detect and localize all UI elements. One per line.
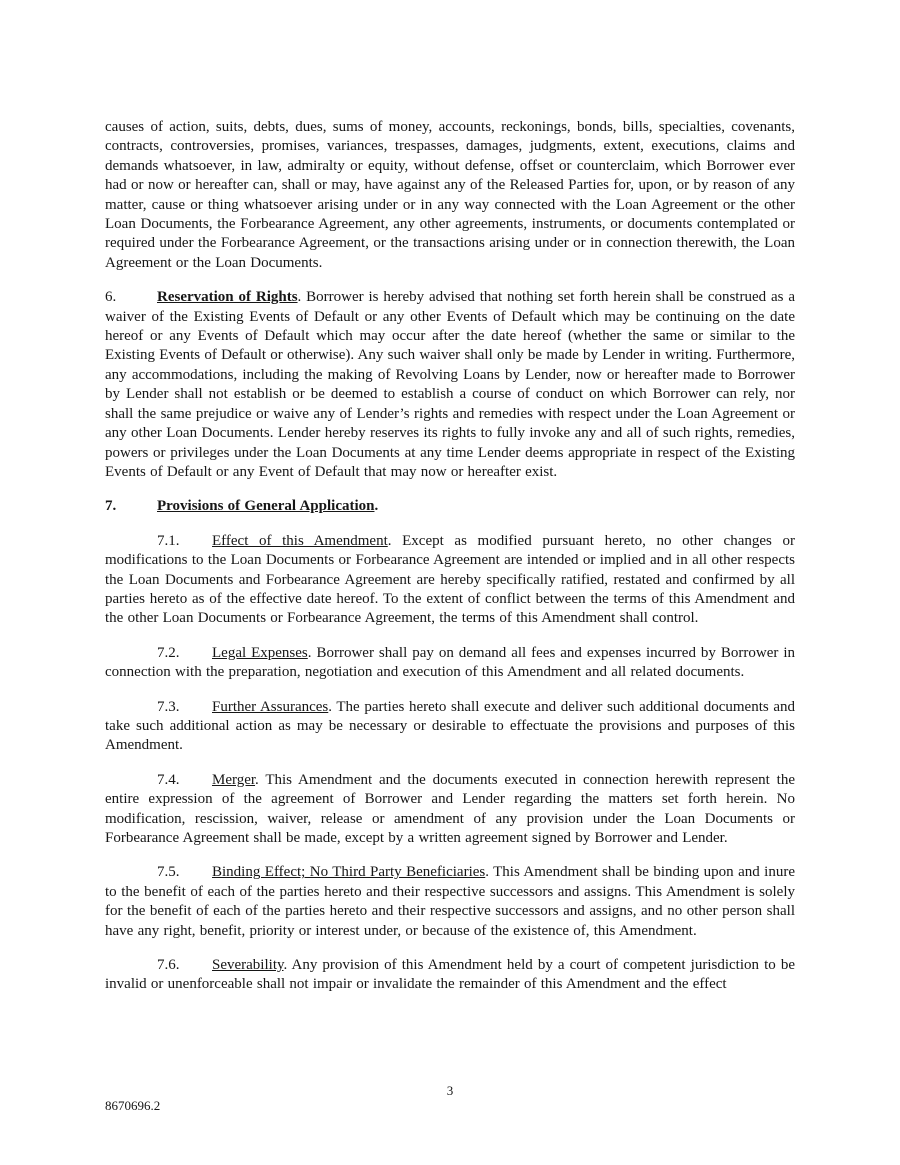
subsection-7-6 [105, 956, 795, 995]
subsection-7-4-heading: Merger [212, 771, 256, 788]
section-7-heading-period: . [374, 498, 379, 515]
subsection-7-3-body: . The parties hereto shall execute and deliver such additional documents and take such additional action as may be necessary or desirable to effectuate the provisions and purposes of this Amendment. [105, 698, 795, 754]
subsection-7-4-body: . This Amendment and the documents executed in connection herewith represent the entire expression of the agreement of Borrower and Lender regarding the matters set forth herein. No modification, rescission, waiver, release or amendment of any provision under the Loan Documents or Forbearance Agreement shall be made, except by a written agreement signed by Borrower and Lender. [105, 771, 795, 846]
subsection-7-4-number: 7.4. [157, 771, 180, 788]
subsection-7-2-number: 7.2. [157, 644, 180, 661]
section-6-number: 6. [105, 289, 117, 306]
subsection-7-4 [105, 771, 795, 849]
subsection-7-1-body: . Except as modified pursuant hereto, no other changes or modifications to the Loan Documents or Forbearance Agreement are intended or implied and in all other respects the Loan Documents and Forbearance Agreement are hereby specifically ratified, restated and confirmed by all parties hereto as of the effective date hereof. To the extent of conflict between the terms of this Amendment and the other Loan Documents or Forbearance Agreement, the terms of this Amendment shall control. [105, 532, 795, 627]
section-6-paragraph [105, 288, 795, 482]
section-6-heading: Reservation of Rights [157, 289, 298, 306]
subsection-7-6-body: . Any provision of this Amendment held by a court of competent jurisdiction to be invalid or unenforceable shall not impair or invalidate the remainder of this Amendment and the effect [105, 957, 795, 993]
subsection-7-5-number: 7.5. [157, 864, 180, 881]
subsection-7-3 [105, 698, 795, 756]
subsection-7-1-heading: Effect of this Amendment [212, 532, 388, 549]
subsection-7-1-number: 7.1. [157, 532, 180, 549]
subsection-7-3-number: 7.3. [157, 698, 180, 715]
subsection-7-2-body: . Borrower shall pay on demand all fees and expenses incurred by Borrower in connection with the preparation, negotiation and execution of this Amendment and all related documents. [105, 644, 795, 681]
section-7-heading-paragraph [105, 497, 795, 516]
subsection-7-5-body: . This Amendment shall be binding upon and inure to the benefit of each of the parties hereto and their respective successors and assigns. This Amendment is solely for the benefit of each of the parties hereto and their respective successors and assigns, and no other person shall have any right, benefit, priority or interest under, or because of the existence of, this Amendment. [105, 864, 795, 939]
subsection-7-5-heading: Binding Effect; No Third Party Beneficiaries [212, 864, 486, 881]
subsection-7-6-number: 7.6. [157, 957, 180, 974]
footer-page-number: 3 [446, 1083, 454, 1098]
subsection-7-2-heading: Legal Expenses [212, 644, 308, 661]
document-body [105, 118, 795, 995]
section-6-body: . Borrower is hereby advised that nothing set forth herein shall be construed as a waiver of the Existing Events of Default or any other Events of Default which may be continuing on the date hereof or any Events of Default which may occur after the date hereof (whether the same or similar to the Existing Events of Default or otherwise). Any such waiver shall only be made by Lender in writing. Furthermore, any accommodations, including the making of Revolving Loans by Lender, now or hereafter made to Borrower by Lender shall not establish or be deemed to establish a course of conduct on which Borrower can rely, nor shall the same prejudice or waive any of Lender’s rights and remedies with respect under the Loan Agreement or any other Loan Documents. Lender hereby reserves its rights to fully invoke any and all of such rights, remedies, powers or privileges under the Loan Documents at any time Lender deems appropriate in respect of the Existing Events of Default or any Event of Default that may now or hereafter exist. [105, 289, 796, 480]
section-7-heading: Provisions of General Application [157, 498, 375, 515]
subsection-7-2 [105, 644, 795, 683]
paragraph-continuation: causes of action, suits, debts, dues, sums of money, accounts, reckonings, bonds, bills, specialties, covenants, contracts, controversies, promises, variances, trespasses, damages, judgments, extent, executions, claims and demands whatsoever, in law, admiralty or equity, without defense, offset or counterclaim, which Borrower ever had or now or hereafter can, shall or may, have against any of the Released Parties for, upon, or by reason of any matter, cause or thing whatsoever arising under or in any way connected with the Loan Agreement or the other Loan Documents, the Forbearance Agreement, any other agreements, instruments, or documents contemplated or required under the Forbearance Agreement, or the transactions arising under or in connection therewith, the Loan Agreement or the Loan Documents. [105, 119, 795, 271]
subsection-7-6-heading: Severability [212, 957, 284, 974]
subsection-7-5 [105, 863, 795, 941]
subsection-7-1 [105, 532, 795, 629]
footer-document-id: 8670696.2 [105, 1098, 161, 1113]
subsection-7-3-heading: Further Assurances [212, 698, 329, 715]
section-7-number: 7. [105, 498, 117, 515]
